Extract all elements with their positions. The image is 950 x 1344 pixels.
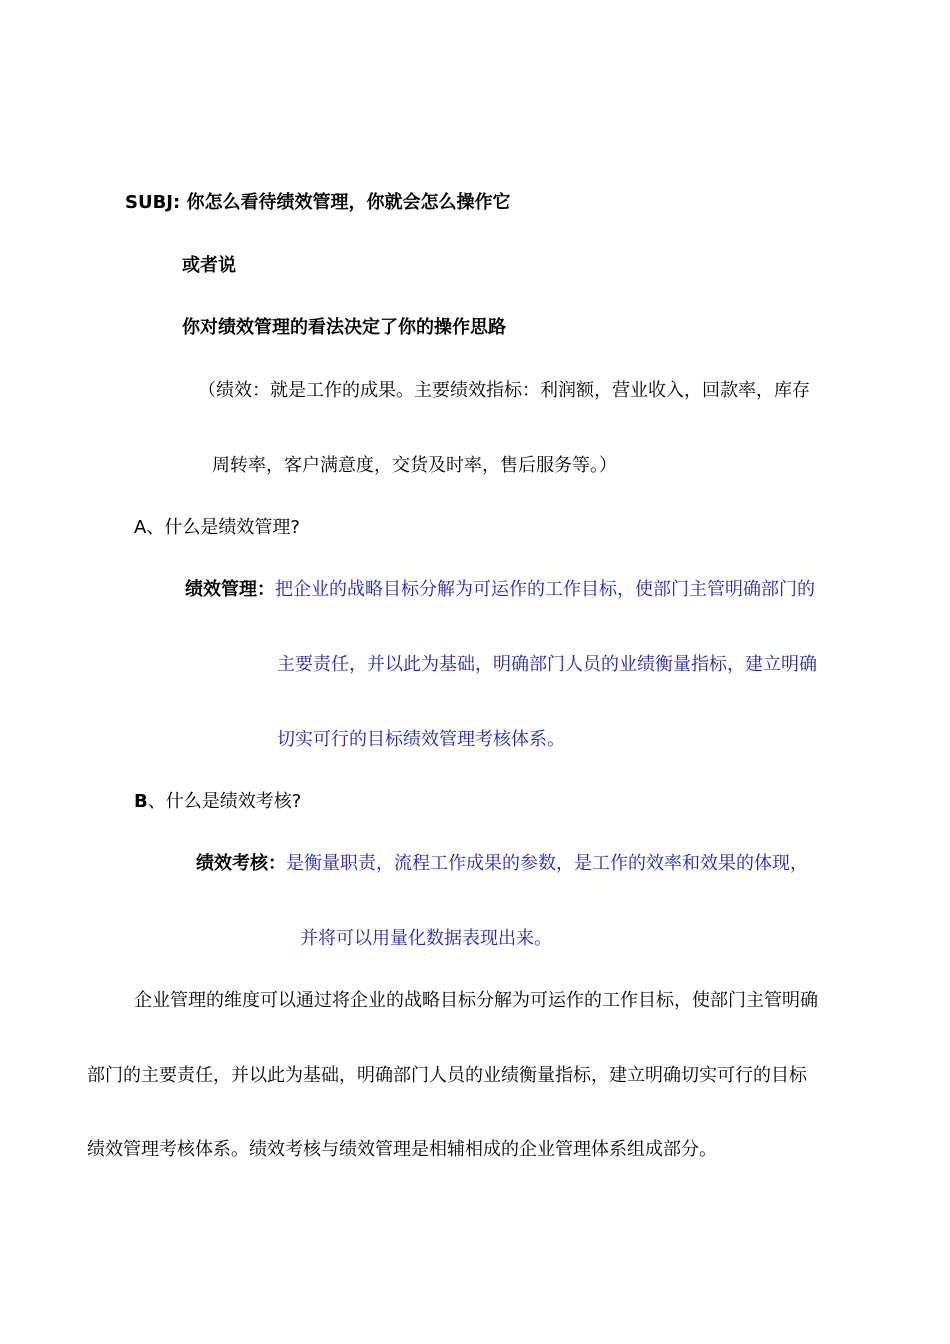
question-b-text: 、什么是绩效考核? [147,791,302,812]
answer-a-line-1 [185,578,815,602]
view-line: 你对绩效管理的看法决定了你的操作思路 [182,317,506,338]
paragraph-line-2: 部门的主要责任，并以此为基础，明确部门人员的业绩衡量指标，建立明确切实可行的目标 [87,1065,807,1086]
answer-b-text-1: 是衡量职责，流程工作成果的参数，是工作的效率和效果的体现， [286,853,808,874]
note-line-1: （绩效：就是工作的成果。主要绩效指标：利润额，营业收入，回款率，库存 [198,380,810,401]
subject-line: SUBJ: 你怎么看待绩效管理，你就会怎么操作它 [125,192,511,213]
answer-b-label: 绩效考核： [196,853,286,874]
answer-b-line-1 [196,852,808,876]
question-b [134,790,301,814]
question-a: A、什么是绩效管理? [134,517,300,538]
question-b-letter: B [134,791,148,812]
answer-a-line-2: 主要责任，并以此为基础，明确部门人员的业绩衡量指标，建立明确 [277,654,817,675]
paragraph-line-1: 企业管理的维度可以通过将企业的战略目标分解为可运作的工作目标，使部门主管明确 [134,990,818,1011]
note-line-2: 周转率，客户满意度，交货及时率，售后服务等。） [212,455,617,476]
paragraph-line-3: 绩效管理考核体系。绩效考核与绩效管理是相辅相成的企业管理体系组成部分。 [87,1139,717,1160]
answer-a-line-3: 切实可行的目标绩效管理考核体系。 [277,729,565,750]
answer-b-line-2: 并将可以用量化数据表现出来。 [300,928,552,949]
or-say-line: 或者说 [182,255,236,276]
answer-a-label: 绩效管理： [185,579,275,600]
answer-a-text-1: 把企业的战略目标分解为可运作的工作目标，使部门主管明确部门的 [275,579,815,600]
